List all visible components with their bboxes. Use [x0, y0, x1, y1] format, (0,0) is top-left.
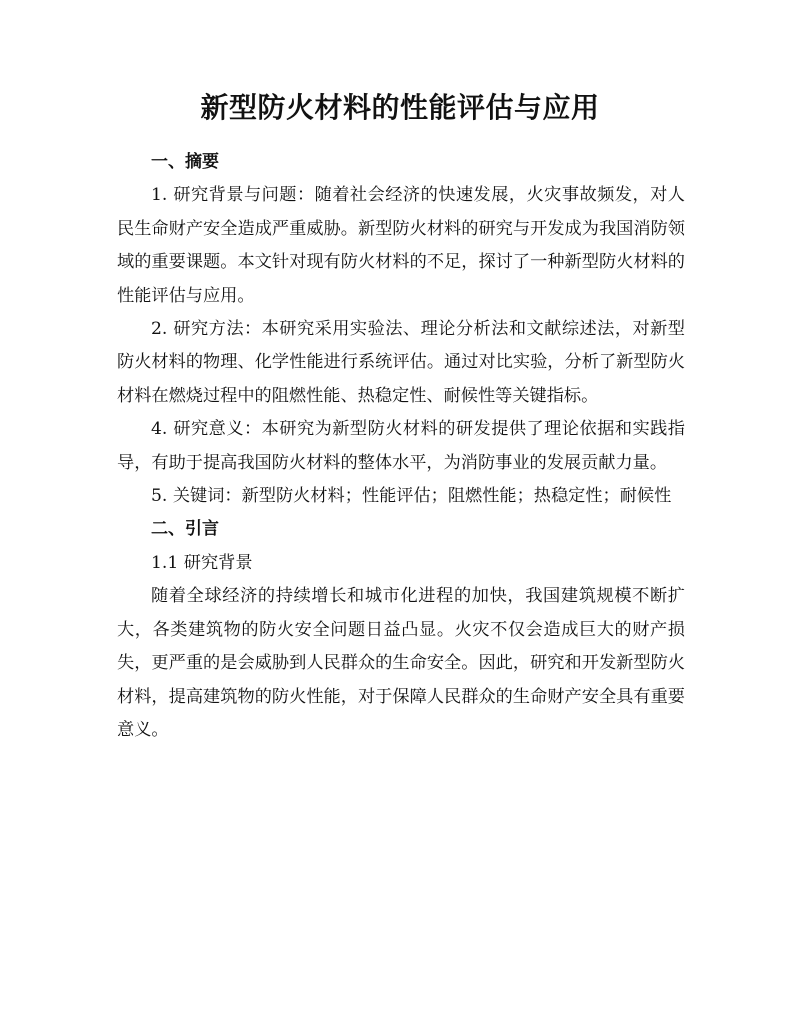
document-body: [117, 146, 685, 747]
abstract-item-significance: 4. 研究意义：本研究为新型防火材料的研发提供了理论依据和实践指导，有助于提高我国防火材料的整体水平，为消防事业的发展贡献力量。: [117, 419, 685, 473]
intro-subheading: 1.1 研究背景: [151, 552, 253, 573]
intro-heading: 二、引言: [151, 519, 219, 540]
document-title: 新型防火材料的性能评估与应用: [200, 91, 600, 124]
abstract-item-methods: 2. 研究方法：本研究采用实验法、理论分析法和文献综述法，对新型防火材料的物理、化学性能进行系统评估。通过对比实验，分析了新型防火材料在燃烧过程中的阻燃性能、热稳定性、耐候性等关键指标。: [117, 319, 685, 406]
abstract-heading: 一、摘要: [151, 152, 219, 172]
abstract-item-keywords: 5. 关键词：新型防火材料；性能评估；阻燃性能；热稳定性；耐候性: [151, 486, 672, 507]
intro-paragraph: 随着全球经济的持续增长和城市化进程的加快，我国建筑规模不断扩大，各类建筑物的防火安全问题日益凸显。火灾不仅会造成巨大的财产损失，更严重的是会威胁到人民群众的生命安全。因此，研究和开发新型防火材料，提高建筑物的防火性能，对于保障人民群众的生命财产安全具有重要意义。: [117, 586, 685, 740]
abstract-item-background: 1. 研究背景与问题：随着社会经济的快速发展，火灾事故频发，对人民生命财产安全造成严重威胁。新型防火材料的研究与开发成为我国消防领域的重要课题。本文针对现有防火材料的不足，探讨了一种新型防火材料的性能评估与应用。: [117, 185, 685, 306]
